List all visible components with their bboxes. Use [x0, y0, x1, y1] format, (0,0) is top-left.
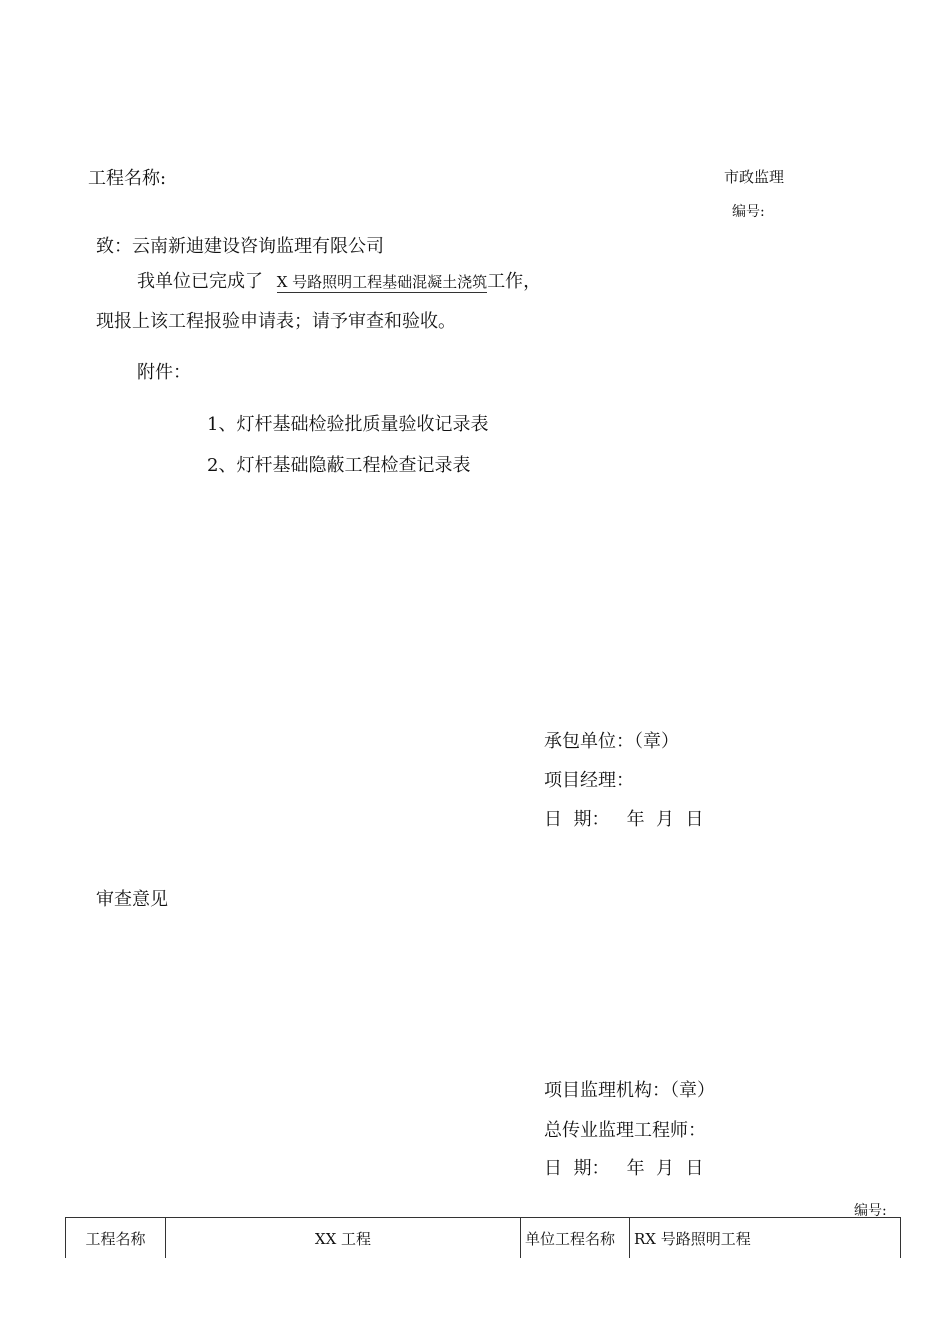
completion-line: [137, 267, 541, 293]
table-row: [66, 1218, 901, 1259]
unit-project-name-value-cell: RX 号路照明工程: [630, 1218, 901, 1259]
review-opinion-label: 审查意见: [96, 889, 168, 910]
completed-project: X 号路照明工程基础混凝土浇筑: [276, 273, 488, 291]
number-label: 编号:: [732, 204, 765, 220]
attachment-item-2: 2、灯杆基础隐蔽工程检查记录表: [207, 455, 471, 476]
footer-number-label: 编号:: [854, 1203, 887, 1219]
contractor-date: 日 期： 年 月 日: [544, 809, 704, 830]
contractor-unit: 承包单位：（章）: [544, 731, 679, 752]
attachment-item-1: 1、灯杆基础检验批质量验收记录表: [207, 414, 489, 435]
chief-engineer: 总传业监理工程师：: [544, 1120, 706, 1141]
recipient-line: 致：云南新迪建设咨询监理有限公司: [96, 236, 384, 257]
request-line: 现报上该工程报验申请表；请予审查和验收。: [96, 311, 456, 332]
project-info-table: [65, 1217, 901, 1258]
attachments-label: 附件：: [137, 362, 191, 383]
project-name-header-cell: 工程名称: [66, 1218, 166, 1259]
project-name-label: 工程名称:: [88, 168, 167, 189]
supervisor-date: 日 期： 年 月 日: [544, 1158, 704, 1179]
supervision-org: 项目监理机构：（章）: [544, 1080, 715, 1101]
completion-suffix: 工作，: [487, 271, 542, 292]
completion-prefix: 我单位已完成了: [137, 271, 263, 292]
unit-project-name-header-cell: 单位工程名称: [521, 1218, 630, 1259]
org-label: 市政监理: [724, 168, 785, 186]
project-manager: 项目经理：: [544, 770, 634, 791]
project-name-value-cell: XX 工程: [166, 1218, 521, 1259]
